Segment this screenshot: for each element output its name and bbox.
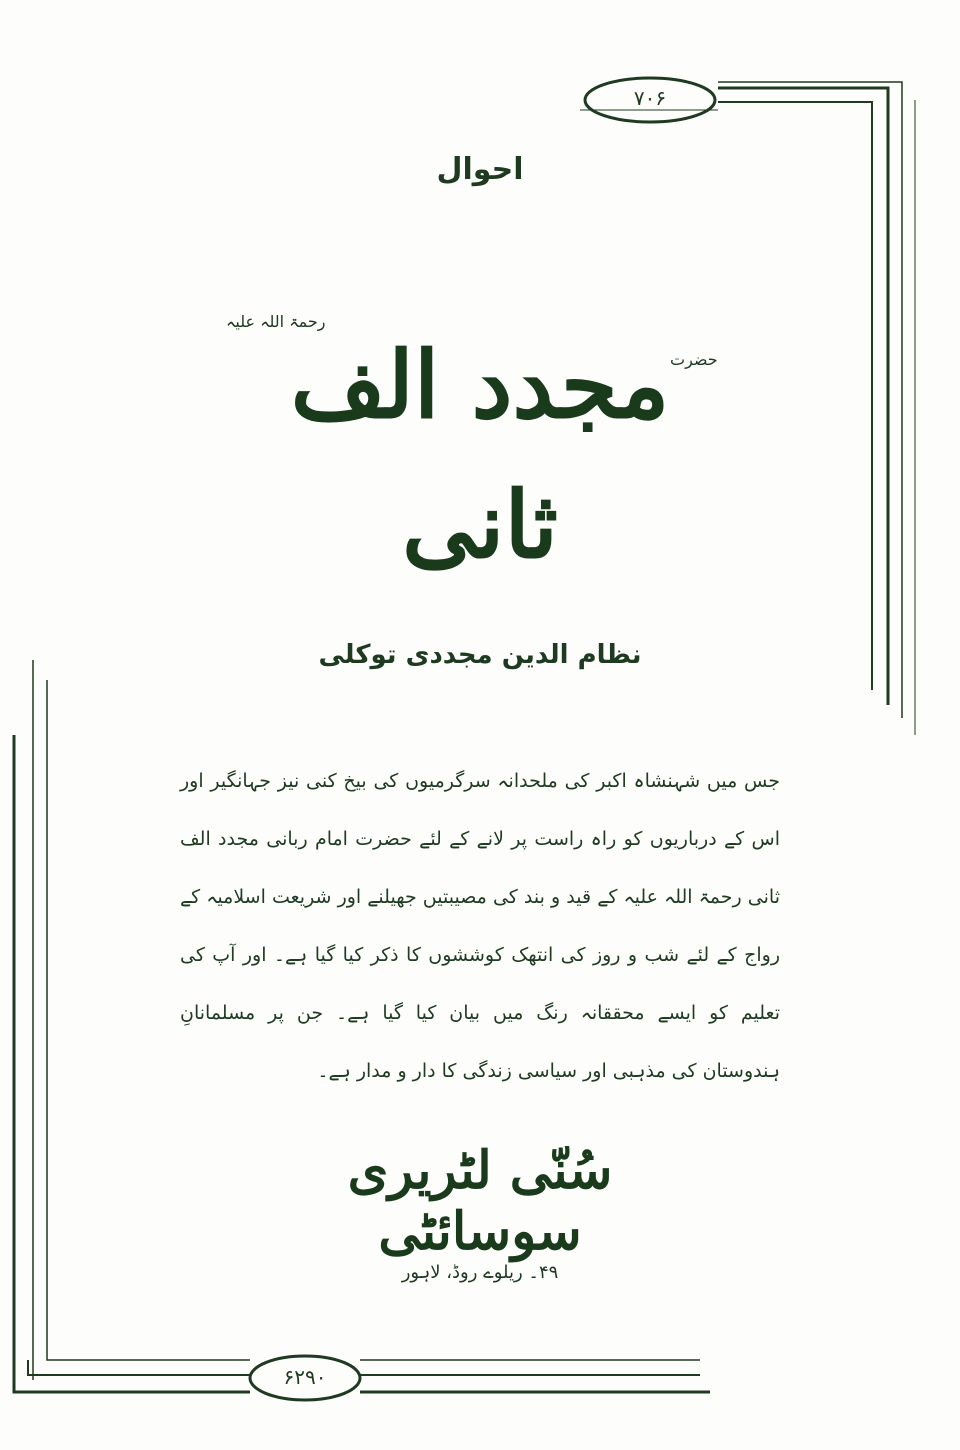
publisher-name: سُنّی لٹریری سوسائٹی	[347, 1140, 613, 1262]
author-name: نظام الدین مجددی توکلی	[318, 640, 642, 670]
book-description	[180, 752, 780, 1100]
title-honorific: رحمۃ اللہ علیہ	[226, 312, 326, 331]
title-prefix: حضرت	[670, 350, 718, 369]
heading: احوال	[436, 152, 524, 187]
book-title: مجدد الف ثانی	[290, 331, 670, 579]
publisher-address: ۴۹۔ ریلوے روڈ، لاہور	[401, 1262, 559, 1283]
page-number-top: ۷۰۶	[633, 86, 667, 110]
page-number-bottom: ۶۲۹۰	[283, 1365, 327, 1389]
description-text: جس میں شہنشاہ اکبر کی ملحدانہ سرگرمیوں کی بیخ کنی نیز جہانگیر اور اس کے درباریوں کو راہ راست پر لانے کے لئے حضرت امام ربانی مجدد الف ثانی رحمۃ اللہ علیہ کے قید و بند کی مصیبتیں جھیلنے اور شریعت اسلامیہ کے رواج کے لئے شب و روز کی انتھک کوششوں کا ذکر کیا گیا ہے۔ اور آپ کی تعلیم کو ایسے محققانہ رنگ میں بیان کیا گیا ہے۔ جن پر مسلمانانِ ہندوستان کی مذہبی اور سیاسی زندگی کا دار و مدار ہے۔	[180, 770, 780, 1082]
